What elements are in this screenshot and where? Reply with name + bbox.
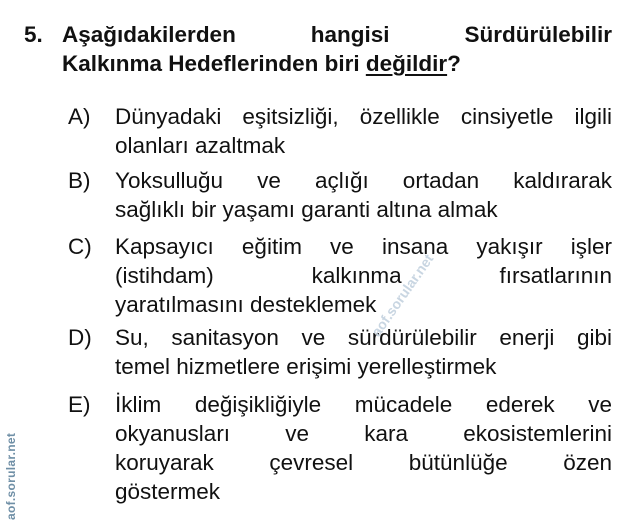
option-b-line-1: Yoksulluğu ve açlığı ortadan kaldırarak (115, 168, 612, 193)
option-a-line-1: Dünyadaki eşitsizliği, özellikle cinsiyetle ilgili (115, 104, 612, 129)
option-e-line-3: koruyarak çevresel bütünlüğe özen (115, 450, 612, 475)
option-d-line-2: temel hizmetlere erişimi yerelleştirmek (115, 354, 497, 379)
question-line-1: Aşağıdakilerden hangisi Sürdürülebilir (62, 22, 612, 47)
option-d-line-1: Su, sanitasyon ve sürdürülebilir enerji gibi (115, 325, 612, 350)
option-d-text (115, 323, 612, 381)
option-b[interactable] (68, 166, 612, 224)
watermark: aof.sorular.net (368, 250, 437, 340)
question-mark: ? (447, 51, 461, 76)
side-site-mark: aof.sorular.net (4, 432, 18, 520)
option-b-line-2: sağlıklı bir yaşamı garanti altına almak (115, 197, 498, 222)
option-c-line-2: (istihdam) kalkınma fırsatlarının (115, 263, 612, 288)
option-a-letter: A) (68, 104, 91, 129)
option-c-line-1: Kapsayıcı eğitim ve insana yakışır işler (115, 234, 612, 259)
question (24, 20, 612, 78)
option-e-line-1: İklim değişikliğiyle mücadele ederek ve (115, 392, 612, 417)
question-line-2-prefix: Kalkınma Hedeflerinden biri (62, 51, 366, 76)
question-line-2 (62, 49, 612, 78)
option-d-letter: D) (68, 325, 92, 350)
option-d[interactable] (68, 323, 612, 381)
option-c-text (115, 232, 612, 319)
option-a-line-2: olanları azaltmak (115, 133, 286, 158)
negation-word: değildir (365, 51, 448, 76)
option-e-text (115, 390, 612, 506)
option-b-letter: B) (68, 168, 91, 193)
option-a[interactable] (68, 102, 612, 160)
option-c-line-3: yaratılmasını desteklemek (115, 292, 377, 317)
option-c-letter: C) (68, 234, 92, 259)
question-number: 5. (24, 22, 43, 47)
option-e-line-4: göstermek (115, 479, 221, 504)
option-e-line-2: okyanusları ve kara ekosistemlerini (115, 421, 612, 446)
option-b-text (115, 166, 612, 224)
option-e[interactable] (68, 390, 612, 506)
option-c[interactable] (68, 232, 612, 319)
option-a-text (115, 102, 612, 160)
question-text (62, 20, 612, 78)
option-e-letter: E) (68, 392, 91, 417)
